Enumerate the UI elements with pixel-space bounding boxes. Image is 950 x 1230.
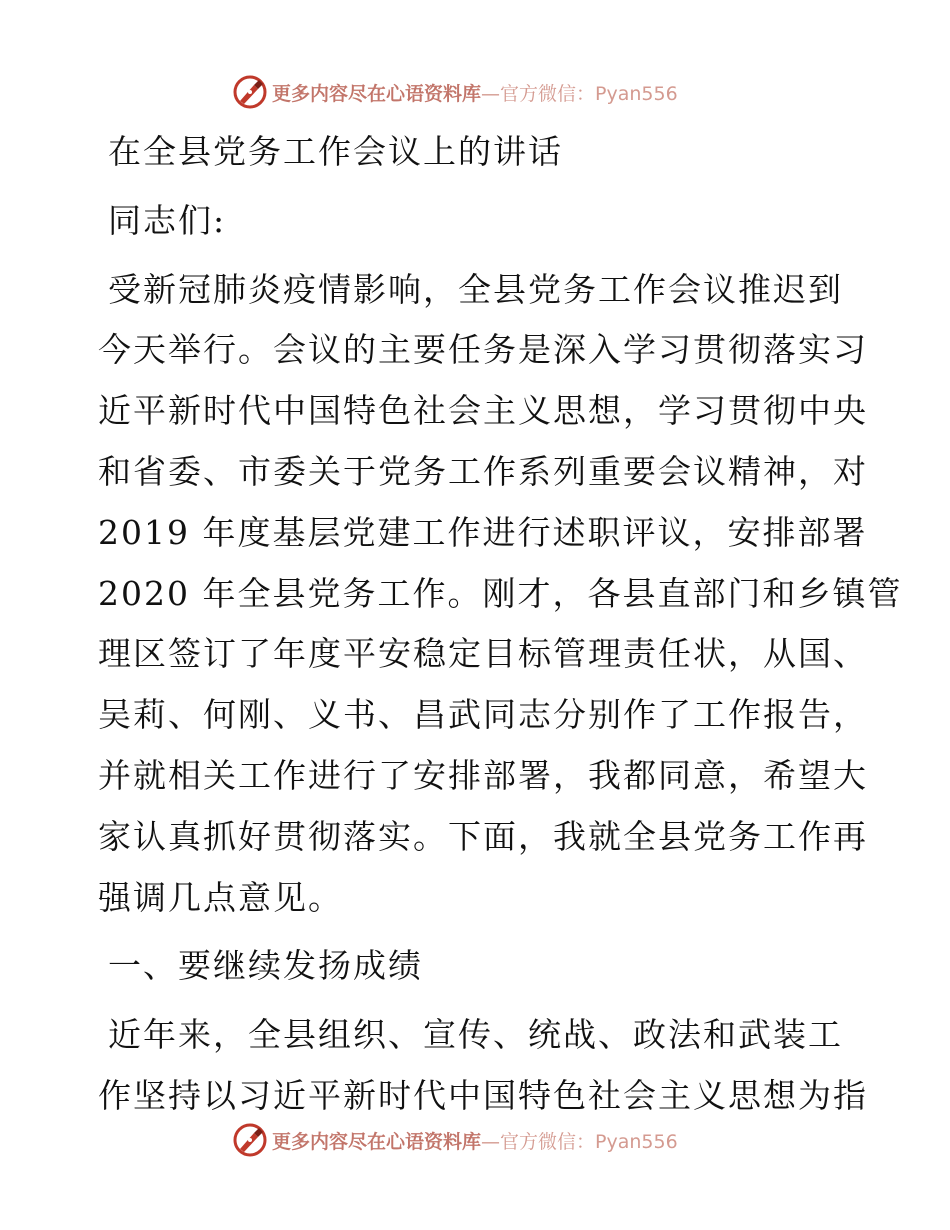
- pen-logo-icon: [232, 74, 268, 110]
- paragraph-line: 近平新时代中国特色社会主义思想，学习贯彻中央: [98, 391, 868, 431]
- paragraph-2: [98, 1005, 868, 1127]
- paragraph-line: 理区签订了年度平安稳定目标管理责任状，从国、: [98, 634, 868, 674]
- watermark-contact-text: —官方微信：Pyan556: [481, 1130, 678, 1153]
- watermark-main-text: 更多内容尽在心语资料库: [272, 82, 482, 105]
- pen-logo-icon: [232, 1122, 268, 1158]
- paragraph-line: 2020 年全县党务工作。刚才，各县直部门和乡镇管: [98, 573, 903, 613]
- paragraph-line: 家认真抓好贯彻落实。下面，我就全县党务工作再: [98, 816, 868, 856]
- document-title: 在全县党务工作会议上的讲话: [108, 132, 563, 171]
- paragraph-line: 作坚持以习近平新时代中国特色社会主义思想为指: [98, 1075, 868, 1115]
- paragraph-line: 受新冠肺炎疫情影响，全县党务工作会议推迟到: [108, 269, 843, 309]
- watermark-footer: [232, 1120, 678, 1160]
- watermark-contact-text: —官方微信：Pyan556: [481, 82, 678, 105]
- paragraph-1: [98, 260, 903, 929]
- paragraph-line: 和省委、市委关于党务工作系列重要会议精神，对: [98, 451, 868, 491]
- paragraph-line: 今天举行。会议的主要任务是深入学习贯彻落实习: [98, 330, 868, 370]
- document-body: [98, 122, 903, 1127]
- salutation: 同志们:: [108, 200, 227, 240]
- watermark-header: [232, 72, 678, 112]
- paragraph-line: 2019 年度基层党建工作进行述职评议，安排部署: [98, 512, 868, 552]
- section-heading-1: 一、要继续发扬成绩: [108, 946, 423, 986]
- paragraph-line: 近年来，全县组织、宣传、统战、政法和武装工: [108, 1015, 843, 1055]
- paragraph-line: 吴莉、何刚、义书、昌武同志分别作了工作报告，: [98, 695, 868, 735]
- paragraph-line: 并就相关工作进行了安排部署，我都同意，希望大: [98, 755, 868, 795]
- paragraph-line: 强调几点意见。: [98, 877, 343, 917]
- watermark-main-text: 更多内容尽在心语资料库: [272, 1130, 482, 1153]
